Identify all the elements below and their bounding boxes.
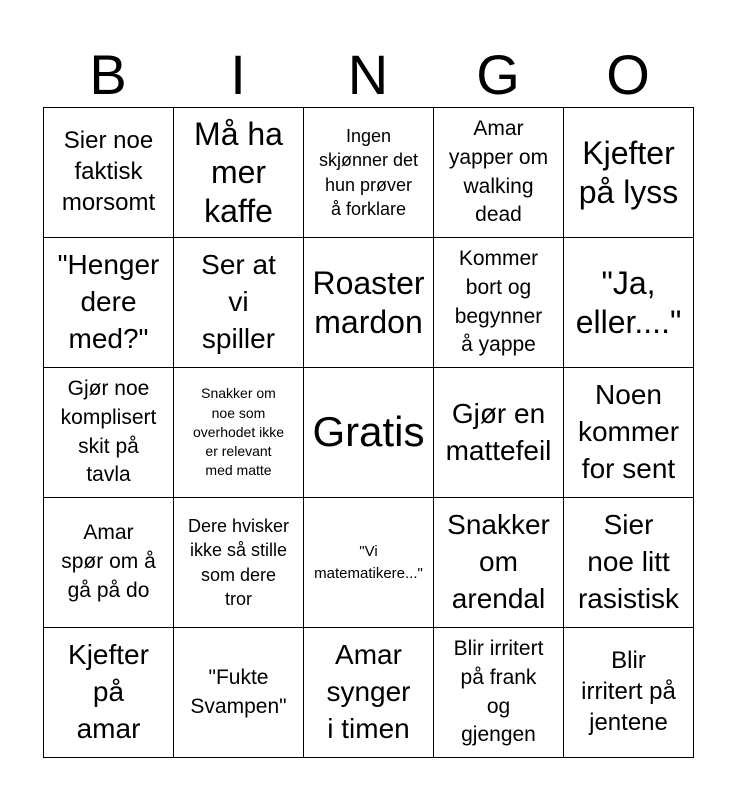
cell-text: Sier noe litt rasistisk (577, 509, 680, 614)
cell-text: "Ja, eller...." (575, 265, 682, 340)
cell-text: Noen kommer for sent (577, 379, 680, 484)
cell-text: Amar synger i timen (326, 639, 411, 744)
bingo-cell-r4-c5[interactable] (564, 498, 694, 628)
bingo-cell-r2-c2[interactable] (174, 238, 304, 368)
bingo-cell-r2-c5[interactable] (564, 238, 694, 368)
cell-text: Blir irritert på jentene (581, 647, 676, 736)
header-letter-i: I (230, 43, 246, 106)
cell-text: Gjør en mattefeil (445, 397, 552, 466)
bingo-cell-r2-c4[interactable] (434, 238, 564, 368)
cell-text: Amar spør om å gå på do (61, 521, 156, 602)
bingo-board (43, 107, 694, 758)
cell-text: Dere hvisker ikke så stille som dere tror (187, 515, 290, 609)
cell-text: Roaster mardon (312, 265, 425, 340)
cell-text: Kjefter på amar (68, 639, 149, 744)
cell-text: Kjefter på lyss (578, 135, 679, 210)
header-letter-b: B (89, 43, 127, 106)
bingo-cell-r4-c3[interactable] (304, 498, 434, 628)
cell-text: Snakker om noe som overhodet ikke er relevant med matte (192, 385, 285, 479)
bingo-cell-r5-c2[interactable] (174, 628, 304, 758)
bingo-cell-r3-c1[interactable] (44, 368, 174, 498)
cell-text: Ingen skjønner det hun prøver å forklare (318, 125, 419, 219)
cell-text: Snakker om arendal (447, 509, 550, 614)
bingo-cell-r4-c4[interactable] (434, 498, 564, 628)
cell-text: Gjør noe komplisert skit på tavla (60, 376, 157, 487)
bingo-cell-r3-c5[interactable] (564, 368, 694, 498)
bingo-cell-r5-c1[interactable] (44, 628, 174, 758)
bingo-cell-r1-c1[interactable] (44, 108, 174, 238)
bingo-cell-r5-c3[interactable] (304, 628, 434, 758)
header-letter-o: O (606, 43, 650, 106)
bingo-cell-r1-c3[interactable] (304, 108, 434, 238)
free-space-text: Gratis (312, 408, 425, 456)
bingo-cell-r1-c2[interactable] (174, 108, 304, 238)
cell-text: Amar yapper om walking dead (448, 116, 549, 227)
cell-text: "Henger dere med?" (57, 249, 160, 354)
cell-text: Sier noe faktisk morsomt (61, 127, 156, 216)
bingo-cell-r4-c1[interactable] (44, 498, 174, 628)
cell-text: Blir irritert på frank og gjengen (453, 636, 544, 747)
bingo-cell-r5-c5[interactable] (564, 628, 694, 758)
header-letter-g: G (476, 43, 520, 106)
bingo-cell-r3-c3[interactable] (304, 368, 434, 498)
cell-text: "Vi matematikere..." (314, 543, 423, 582)
bingo-cell-r2-c3[interactable] (304, 238, 434, 368)
header-letter-n: N (347, 43, 389, 106)
cell-text: "Fukte Svampen" (190, 665, 287, 718)
cell-text: Må ha mer kaffe (194, 115, 283, 229)
bingo-cell-r3-c2[interactable] (174, 368, 304, 498)
bingo-cell-r3-c4[interactable] (434, 368, 564, 498)
bingo-cell-r2-c1[interactable] (44, 238, 174, 368)
cell-text: Kommer bort og begynner å yappe (454, 246, 543, 357)
bingo-cell-r4-c2[interactable] (174, 498, 304, 628)
bingo-cell-r1-c4[interactable] (434, 108, 564, 238)
bingo-cell-r1-c5[interactable] (564, 108, 694, 238)
cell-text: Ser at vi spiller (201, 249, 276, 354)
bingo-cell-r5-c4[interactable] (434, 628, 564, 758)
bingo-header (43, 42, 693, 108)
